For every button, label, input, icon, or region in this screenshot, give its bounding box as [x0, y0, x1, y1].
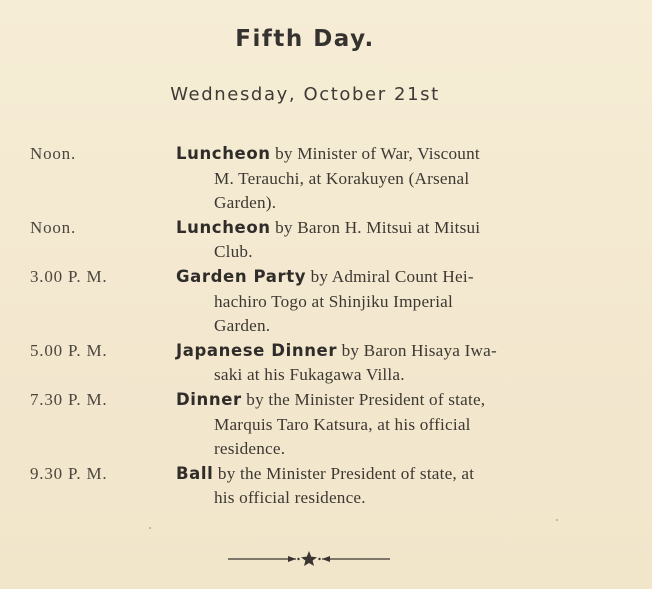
- event-continuation-line: Marquis Taro Katsura, at his official: [214, 414, 471, 434]
- event-item: [0, 142, 652, 216]
- event-keyword: Garden Party: [176, 266, 307, 286]
- event-item: [0, 462, 652, 511]
- event-continuation-line: residence.: [214, 439, 286, 459]
- event-continuation-line: M. Terauchi, at Korakuyen (Arsenal: [214, 168, 470, 188]
- event-item: [0, 388, 652, 462]
- event-time: 7.30 P. M.: [30, 389, 108, 409]
- day-date: Wednesday, October 21st: [170, 84, 440, 105]
- event-time: 3.00 P. M.: [30, 266, 108, 286]
- event-item: [0, 339, 652, 388]
- event-item: [0, 265, 652, 339]
- event-time: Noon.: [30, 144, 77, 163]
- event-first-line: [176, 216, 586, 241]
- event-first-line-text: by the Minister President of state, at: [213, 463, 475, 483]
- event-description: [176, 216, 586, 265]
- event-first-line: [176, 142, 586, 167]
- event-first-line-text: by Baron H. Mitsui at Mitsui: [270, 217, 481, 237]
- event-first-line: [176, 388, 586, 413]
- page-title: Fifth Day.: [235, 26, 375, 52]
- ornament-divider-icon: [226, 548, 392, 568]
- event-description: [176, 462, 586, 511]
- event-keyword: Ball: [176, 463, 214, 483]
- event-continuation-line: hachiro Togo at Shinjiku Imperial: [214, 291, 453, 311]
- event-time: Noon.: [30, 217, 77, 237]
- event-continuation-line: his official residence.: [214, 488, 366, 508]
- event-continuation-line: Club.: [214, 242, 253, 262]
- event-continuation-line: Garden.: [214, 316, 271, 336]
- event-description: [176, 142, 586, 216]
- event-time: 9.30 P. M.: [30, 463, 108, 483]
- event-item: [0, 216, 652, 265]
- event-list: [0, 142, 652, 511]
- event-continuation-line: Garden).: [214, 193, 277, 213]
- event-description: [176, 265, 586, 339]
- event-description: [176, 388, 586, 462]
- event-first-line-text: by the Minister President of state,: [241, 389, 486, 409]
- event-description: [176, 339, 586, 388]
- event-keyword: Luncheon: [176, 217, 271, 237]
- event-first-line-text: by Baron Hisaya Iwa-: [337, 340, 497, 360]
- paper-speck: [149, 527, 151, 529]
- event-continuation-line: saki at his Fukagawa Villa.: [214, 365, 405, 385]
- event-first-line-text: by Admiral Count Hei-: [306, 266, 474, 286]
- event-first-line: [176, 462, 586, 487]
- event-first-line: [176, 339, 586, 364]
- event-first-line-text: by Minister of War, Viscount: [270, 144, 480, 163]
- paper-speck: [556, 519, 558, 521]
- event-keyword: Dinner: [176, 389, 242, 409]
- event-keyword: Japanese Dinner: [176, 340, 338, 360]
- event-time: 5.00 P. M.: [30, 340, 108, 360]
- event-keyword: Luncheon: [176, 144, 271, 163]
- event-first-line: [176, 265, 586, 290]
